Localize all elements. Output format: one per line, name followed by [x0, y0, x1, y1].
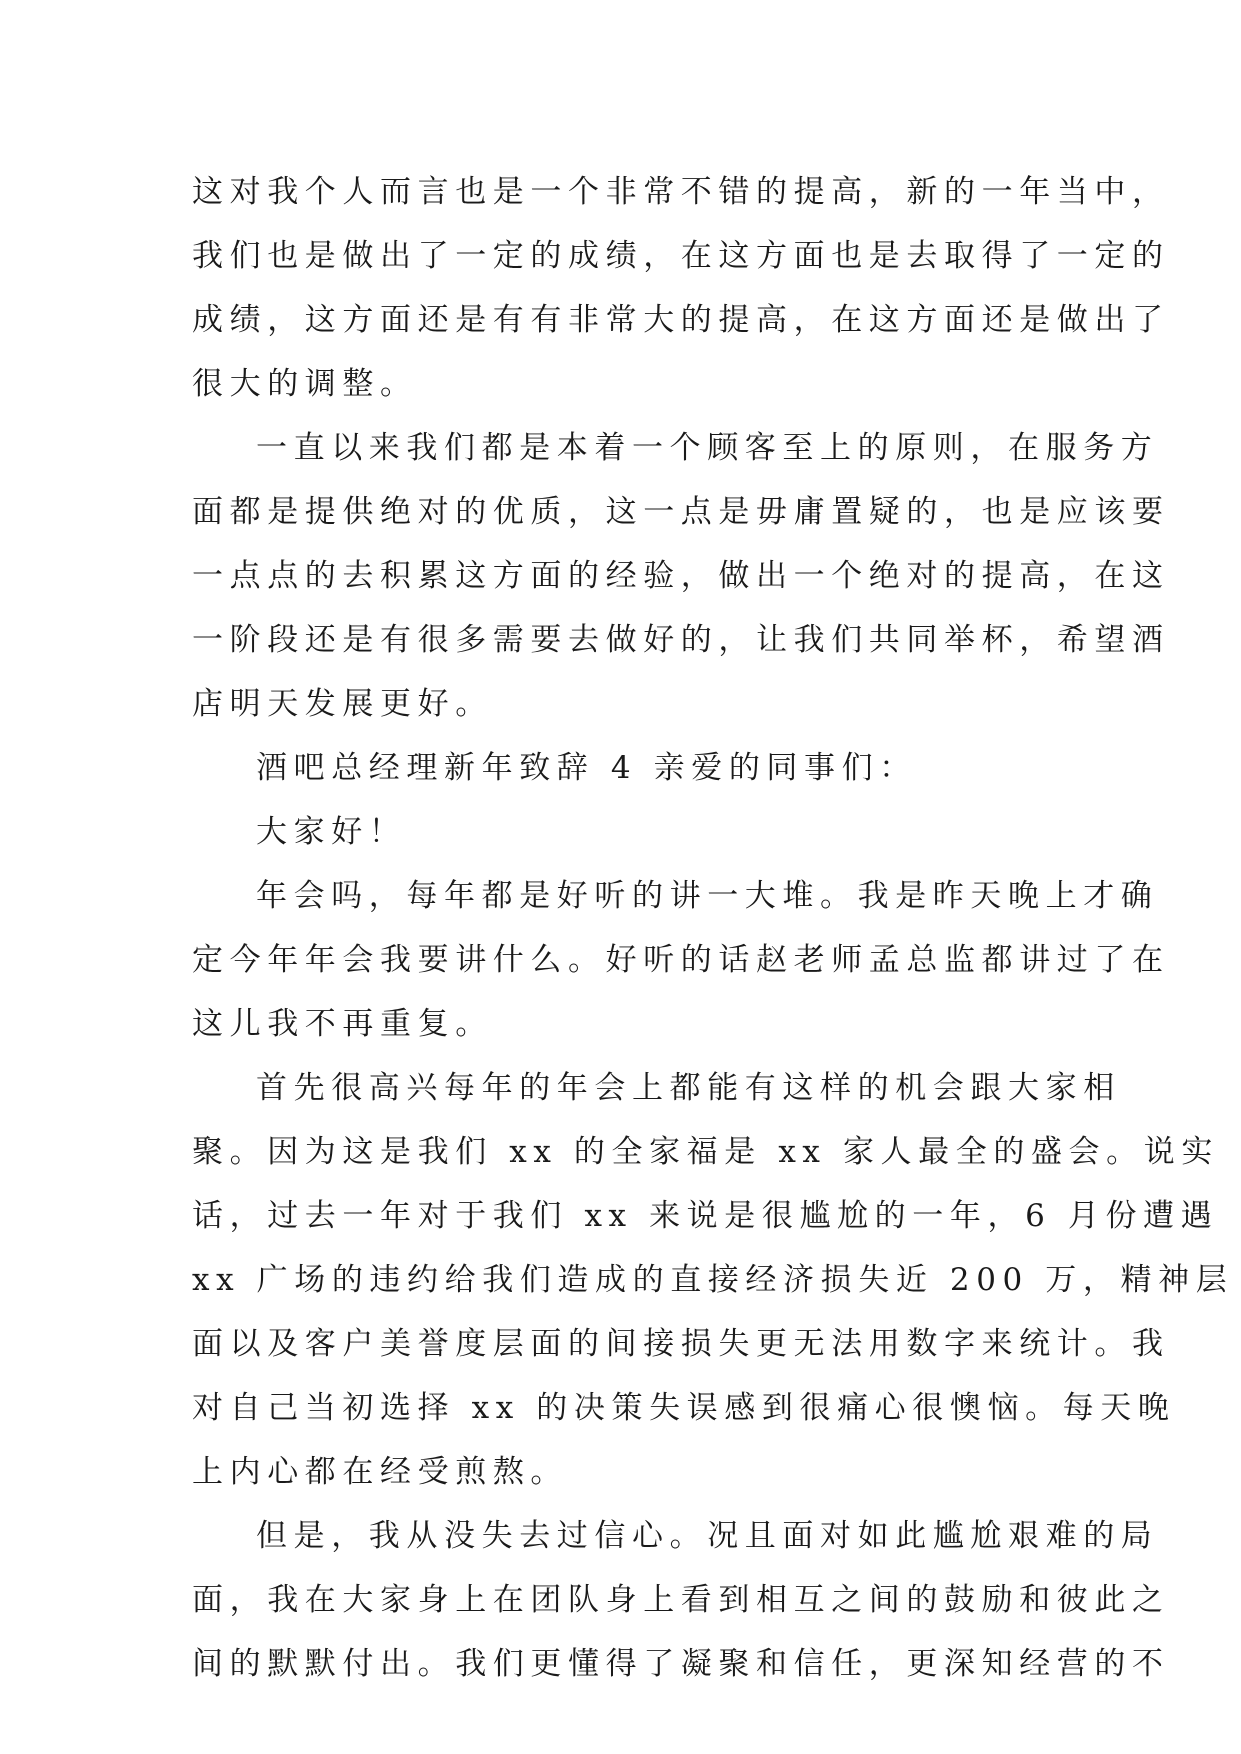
text-line: 一点点的去积累这方面的经验，做出一个绝对的提高，在这: [192, 558, 1170, 594]
greeting: 大家好！: [256, 814, 407, 850]
text-line: 对自己当初选择 xx 的决策失误感到很痛心很懊恼。每天晚: [192, 1390, 1176, 1426]
text-line: 一直以来我们都是本着一个顾客至上的原则，在服务方: [256, 430, 1159, 466]
text-line: 年会吗，每年都是好听的讲一大堆。我是昨天晚上才确: [256, 878, 1159, 914]
text-line: 定今年年会我要讲什么。好听的话赵老师孟总监都讲过了在: [192, 942, 1170, 978]
text-line: 首先很高兴每年的年会上都能有这样的机会跟大家相: [256, 1070, 1121, 1106]
text-line: 但是，我从没失去过信心。况且面对如此尴尬艰难的局: [256, 1518, 1159, 1554]
text-line: 上内心都在经受煎熬。: [192, 1454, 568, 1490]
text-line: 间的默默付出。我们更懂得了凝聚和信任，更深知经营的不: [192, 1646, 1170, 1682]
text-line: 聚。因为这是我们 xx 的全家福是 xx 家人最全的盛会。说实: [192, 1134, 1219, 1170]
text-line: 面都是提供绝对的优质，这一点是毋庸置疑的，也是应该要: [192, 494, 1170, 530]
text-line: 话，过去一年对于我们 xx 来说是很尴尬的一年，6 月份遭遇: [192, 1198, 1219, 1234]
text-line: 成绩，这方面还是有有非常大的提高，在这方面还是做出了: [192, 302, 1170, 338]
text-line: 面以及客户美誉度层面的间接损失更无法用数字来统计。我: [192, 1326, 1170, 1362]
text-line: 很大的调整。: [192, 366, 418, 402]
text-line: 这儿我不再重复。: [192, 1006, 493, 1042]
document-body: [192, 160, 1234, 1696]
text-line: xx 广场的违约给我们造成的直接经济损失近 200 万，精神层: [192, 1262, 1234, 1298]
text-line: 一阶段还是有很多需要去做好的，让我们共同举杯，希望酒: [192, 622, 1170, 658]
section-heading: 酒吧总经理新年致辞 4 亲爱的同事们：: [256, 750, 917, 786]
text-line: 这对我个人而言也是一个非常不错的提高，新的一年当中，: [192, 174, 1170, 210]
text-line: 面，我在大家身上在团队身上看到相互之间的鼓励和彼此之: [192, 1582, 1170, 1618]
text-line: 我们也是做出了一定的成绩，在这方面也是去取得了一定的: [192, 238, 1170, 274]
text-line: 店明天发展更好。: [192, 686, 493, 722]
